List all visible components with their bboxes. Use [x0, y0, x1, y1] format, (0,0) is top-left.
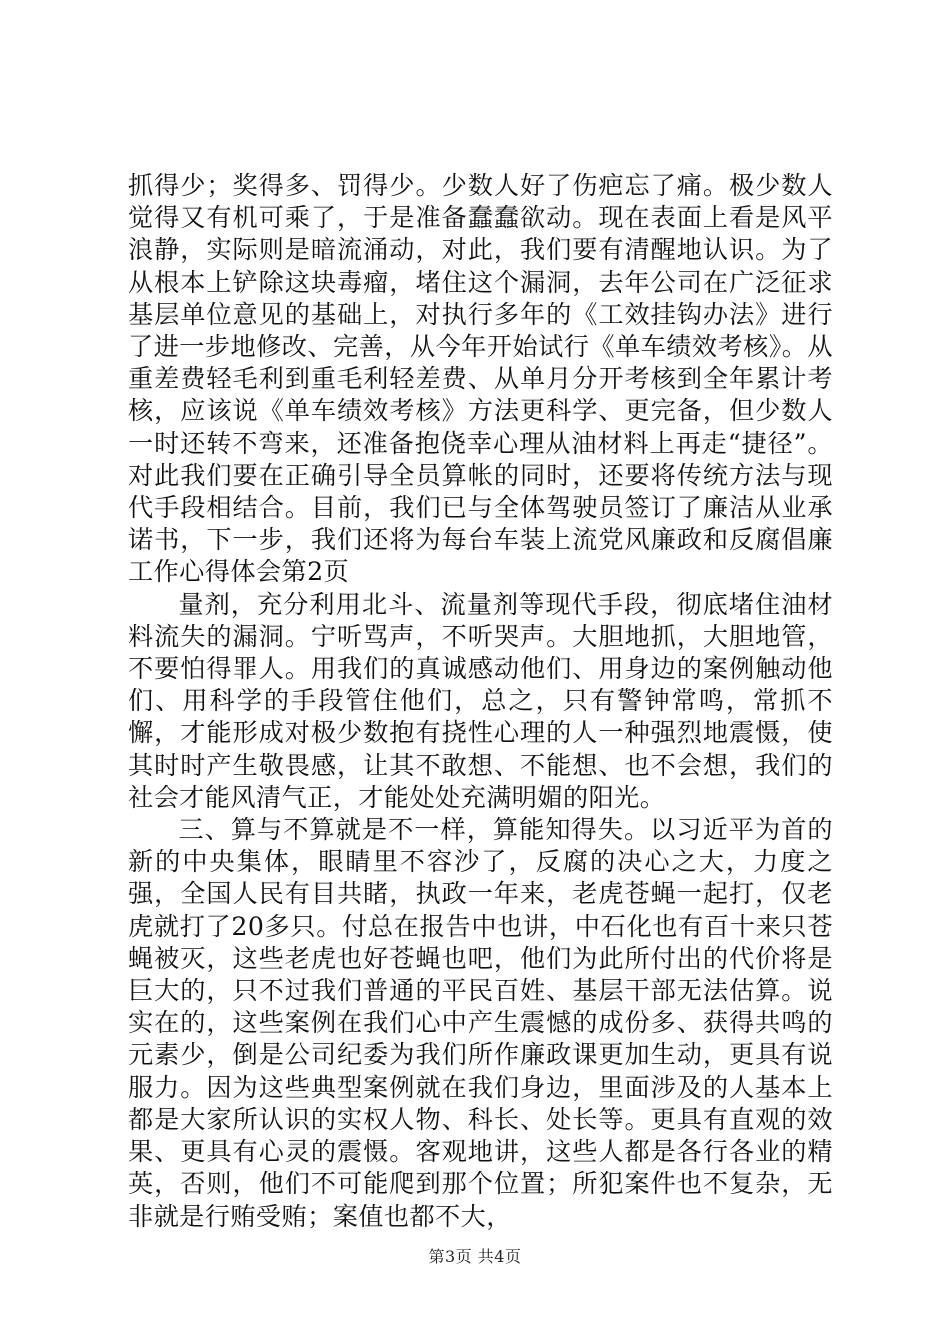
- document-body: [128, 170, 833, 1233]
- paragraph-continuation: 抓得少；奖得多、罚得少。少数人好了伤疤忘了痛。极少数人觉得又有机可乘了，于是准备蠢蠢欲动。现在表面上看是风平浪静，实际则是暗流涌动，对此，我们要有清醒地认识。为了从根本上铲除这块毒瘤，堵住这个漏洞，去年公司在广泛征求基层单位意见的基础上，对执行多年的《工效挂钩办法》进行了进一步地修改、完善，从今年开始试行《单车绩效考核》。从重差费轻毛利到重毛利轻差费、从单月分开考核到全年累计考核，应该说《单车绩效考核》方法更科学、更完备，但少数人一时还转不弯来，还准备抱侥幸心理从油材料上再走“捷径”。对此我们要在正确引导全员算帐的同时，还要将传统方法与现代手段相结合。目前，我们已与全体驾驶员签订了廉洁从业承诺书，下一步，我们还将为每台车装上流党风廉政和反腐倡廉工作心得体会第2页: [128, 171, 833, 587]
- page-footer: 第3页 共4页: [428, 1247, 522, 1266]
- paragraph-section-three: 三、算与不算就是不一样，算能知得失。以习近平为首的新的中央集体，眼睛里不容沙了，反腐的决心之大，力度之强，全国人民有目共睹，执政一年来，老虎苍蝇一起打，仅老虎就打了20多只。付总在报告中也讲，中石化也有百十来只苍蝇被灭，这些老虎也好苍蝇也吧，他们为此所付出的代价将是巨大的，只不过我们普通的平民百姓、基层干部无法估算。说实在的，这些案例在我们心中产生震憾的成份多、获得共鸣的元素少，倒是公司纪委为我们所作廉政课更加生动，更具有说服力。因为这些典型案例就在我们身边，里面涉及的人基本上都是大家所认识的实权人物、科长、处长等。更具有直观的效果、更具有心灵的震慑。客观地讲，这些人都是各行各业的精英，否则，他们不可能爬到那个位置；所犯案件也不复杂，无非就是行贿受贿；案值也都不大，: [128, 815, 833, 1231]
- paragraph-measures: 量剂，充分利用北斗、流量剂等现代手段，彻底堵住油材料流失的漏洞。宁听骂声，不听哭声。大胆地抓，大胆地管，不要怕得罪人。用我们的真诚感动他们、用身边的案例触动他们、用科学的手段管住他们，总之，只有警钟常鸣，常抓不懈，才能形成对极少数抱有挠性心理的人一种强烈地震慑，使其时时产生敬畏感，让其不敢想、不能想、也不会想，我们的社会才能风清气正，才能处处充满明媚的阳光。: [128, 589, 833, 812]
